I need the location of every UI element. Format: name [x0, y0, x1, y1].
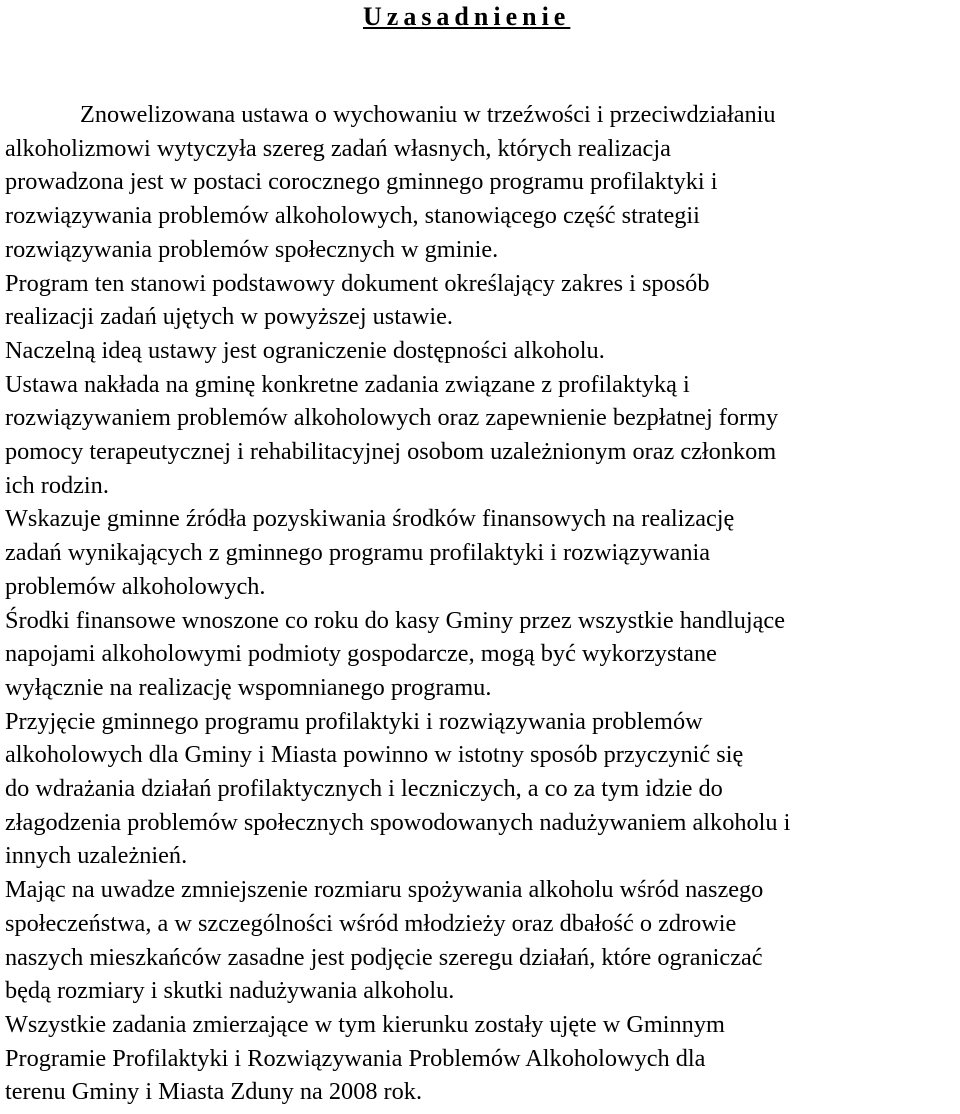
text-line: naszych mieszkańców zasadne jest podjęcie szeregu działań, które ograniczać	[5, 943, 763, 971]
text-line: rozwiązywaniem problemów alkoholowych oraz zapewnienie bezpłatnej formy	[5, 404, 779, 432]
text-line: Wskazuje gminne źródła pozyskiwania środków finansowych na realizację	[5, 505, 735, 533]
text-line: będą rozmiary i skutki nadużywania alkoholu.	[5, 977, 455, 1005]
text-line: alkoholowych dla Gminy i Miasta powinno w istotny sposób przyczynić się	[5, 741, 744, 769]
text-line: Naczelną ideą ustawy jest ograniczenie dostępności alkoholu.	[5, 336, 605, 364]
text-line: problemów alkoholowych.	[5, 572, 266, 600]
text-line: Przyjęcie gminnego programu profilaktyki i rozwiązywania problemów	[5, 707, 703, 735]
text-line: Program ten stanowi podstawowy dokument określający zakres i sposób	[5, 269, 710, 297]
text-line: napojami alkoholowymi podmioty gospodarcze, mogą być wykorzystane	[5, 640, 717, 668]
text-line: rozwiązywania problemów społecznych w gminie.	[5, 235, 499, 263]
text-line: pomocy terapeutycznej i rehabilitacyjnej osobom uzależnionym oraz członkom	[5, 438, 777, 466]
text-line: zadań wynikających z gminnego programu profilaktyki i rozwiązywania	[5, 539, 711, 567]
text-line: rozwiązywania problemów alkoholowych, stanowiącego część strategii	[5, 202, 700, 230]
text-line: prowadzona jest w postaci corocznego gminnego programu profilaktyki i	[5, 168, 718, 196]
text-line: Programie Profilaktyki i Rozwiązywania Problemów Alkoholowych dla	[5, 1044, 706, 1072]
text-line: wyłącznie na realizację wspomnianego programu.	[5, 673, 492, 701]
text-line: terenu Gminy i Miasta Zduny na 2008 rok.	[5, 1078, 423, 1106]
text-line: alkoholizmowi wytyczyła szereg zadań własnych, których realizacja	[5, 134, 671, 162]
text-line: społeczeństwa, a w szczególności wśród młodzieży oraz dbałość o zdrowie	[5, 909, 737, 937]
text-line: złagodzenia problemów społecznych spowodowanych nadużywaniem alkoholu i	[5, 808, 791, 836]
document-body	[5, 98, 960, 1109]
document-title: Uzasadnienie	[363, 2, 571, 31]
text-line: Wszystkie zadania zmierzające w tym kierunku zostały ujęte w Gminnym	[5, 1010, 725, 1038]
text-line: realizacji zadań ujętych w powyższej ustawie.	[5, 303, 453, 331]
text-line: innych uzależnień.	[5, 842, 188, 870]
text-line: Mając na uwadze zmniejszenie rozmiaru spożywania alkoholu wśród naszego	[5, 876, 764, 904]
text-line: Znowelizowana ustawa o wychowaniu w trzeźwości i przeciwdziałaniu	[80, 101, 776, 128]
text-line: Środki finansowe wnoszone co roku do kasy Gminy przez wszystkie handlujące	[5, 606, 786, 634]
text-line: ich rodzin.	[5, 471, 109, 499]
text-line: Ustawa nakłada na gminę konkretne zadania związane z profilaktyką i	[5, 370, 690, 398]
text-line: do wdrażania działań profilaktycznych i leczniczych, a co za tym idzie do	[5, 775, 723, 803]
